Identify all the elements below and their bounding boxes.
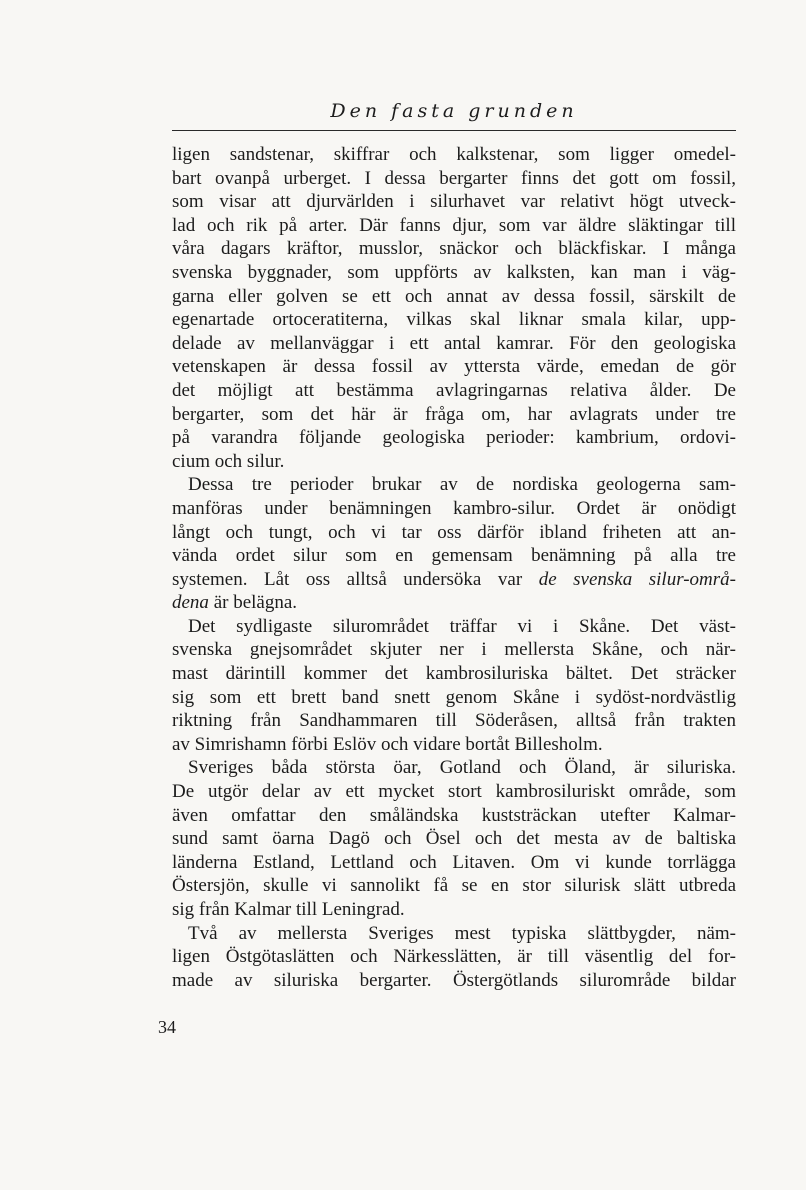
running-header [172,100,736,132]
text-line: länderna Estland, Lettland och Litaven. Om vi kunde torrlägga [172,851,736,873]
page-number: 34 [158,1017,176,1037]
text-line: vända ordet silur som en gemensam benämning på alla tre [172,545,736,567]
text-line: sund samt öarna Dagö och Ösel och det mesta av de baltiska [172,828,736,850]
text-line: vetenskapen är dessa fossil av yttersta värde, emedan de gör [172,356,736,378]
text-line: De utgör delar av ett mycket stort kambrosiluriskt område, som [172,781,736,803]
text-line: ligen Östgötaslätten och Närkesslätten, är till väsentlig del for- [172,946,736,968]
text-line: långt och tungt, och vi tar oss därför ibland friheten att an- [172,521,736,543]
text-line: svenska gnejsområdet skjuter ner i mellersta Skåne, och när- [172,639,736,661]
text-line: ligen sandstenar, skiffrar och kalkstenar, som ligger omedel- [172,144,736,165]
text-line: Dessa tre perioder brukar av de nordiska geologerna sam- [188,474,736,496]
paragraph-1 [172,143,736,473]
text-line: Två av mellersta Sveriges mest typiska slättbygder, näm- [188,922,736,944]
text-line: mast därintill kommer det kambrosiluriska bältet. Det sträcker [172,663,736,685]
header-title: Den fasta grunden [330,100,578,122]
italic-term: de svenska silur-områ- [538,568,736,590]
text-line: manföras under benämningen kambro-silur. Ordet är onödigt [172,497,736,519]
text-line: egenartade ortoceratiterna, vilkas skal liknar smala kilar, upp- [172,309,736,331]
body-text [172,143,736,992]
paragraph-3 [172,615,736,757]
text-line: bart ovanpå urberget. I dessa bergarter finns det gott om fossil, [172,167,736,189]
text-line: även omfattar den småländska kuststräckan utefter Kalmar- [172,804,736,826]
text-line: Östersjön, skulle vi sannolikt få se en stor silurisk slätt utbreda [172,875,736,897]
header-rule [172,130,736,131]
paragraph-2 [172,473,736,615]
text-line: made av siluriska bergarter. Östergötlands silurområde bildar [172,969,736,991]
text-line [172,568,736,592]
text-line: det möjligt att bestämma avlagringarnas relativa ålder. De [172,379,736,401]
text-line: sig från Kalmar till Leningrad. [172,899,405,920]
text-line: delade av mellanväggar i ett antal kamrar. För den geologiska [172,332,736,354]
text-run: är belägna. [208,592,298,614]
paragraph-5 [172,922,736,993]
text-line: Sveriges båda största öar, Gotland och Öland, är siluriska. [188,757,736,779]
text-line: av Simrishamn förbi Eslöv och vidare bortåt Billesholm. [172,733,603,755]
text-line: sig som ett brett band snett genom Skåne i sydöst-nordvästlig [172,686,736,708]
text-line: som visar att djurvärlden i silurhavet var relativt högt utveck- [172,191,736,213]
text-line: Det sydligaste silurområdet träffar vi i Skåne. Det väst- [188,615,736,637]
text-line: bergarter, som det här är fråga om, har avlagrats under tre [172,403,736,425]
text-line: lad och rik på arter. Där fanns djur, som var äldre släktingar till [172,214,736,236]
text-line: riktning från Sandhammaren till Söderåsen, alltså från trakten [172,710,736,732]
text-line: garna eller golven se ett och annat av dessa fossil, särskilt de [172,285,736,307]
text-line: våra dagars kräftor, musslor, snäckor och bläckfiskar. I många [172,238,736,260]
italic-term: dena [172,592,209,614]
paragraph-4 [172,756,736,921]
text-line [172,591,736,615]
text-line: cium och silur. [172,450,285,472]
text-line: på varandra följande geologiska perioder: kambrium, ordovi- [172,427,736,449]
text-line: svenska byggnader, som uppförts av kalksten, kan man i väg- [172,261,736,283]
text-run: systemen. Låt oss alltså undersöka var [172,568,539,590]
